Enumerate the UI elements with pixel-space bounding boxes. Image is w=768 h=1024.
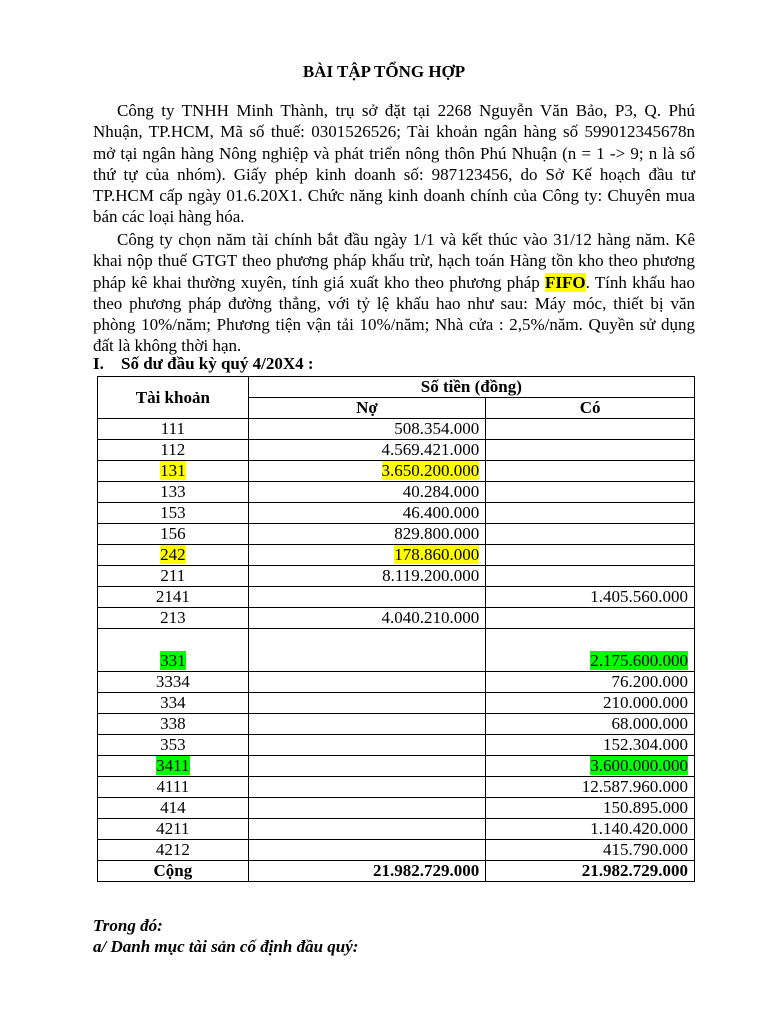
account-cell bbox=[98, 503, 249, 524]
debit-cell bbox=[248, 566, 486, 587]
account-cell bbox=[98, 440, 249, 461]
debit-cell bbox=[248, 714, 486, 735]
account-cell-value: 414 bbox=[160, 798, 186, 817]
credit-cell-value: 68.000.000 bbox=[611, 714, 688, 733]
credit-cell-value: 152.304.000 bbox=[603, 735, 688, 754]
debit-cell bbox=[248, 735, 486, 756]
debit-cell-value: 508.354.000 bbox=[394, 419, 480, 438]
document-title: BÀI TẬP TỔNG HỢP bbox=[302, 62, 466, 81]
debit-cell bbox=[248, 777, 486, 798]
debit-cell bbox=[248, 524, 486, 545]
credit-cell bbox=[486, 545, 695, 566]
credit-cell-value: 1.140.420.000 bbox=[590, 819, 688, 838]
account-cell-value: 4211 bbox=[156, 819, 190, 838]
debit-cell-value: 829.800.000 bbox=[394, 524, 480, 543]
account-cell bbox=[98, 629, 249, 672]
credit-cell bbox=[486, 756, 695, 777]
total-label: Cộng bbox=[98, 861, 249, 882]
header-amount: Số tiền (đồng) bbox=[248, 377, 694, 398]
account-cell-value: 156 bbox=[160, 524, 186, 543]
table-row bbox=[98, 629, 695, 672]
table-row bbox=[98, 672, 695, 693]
account-cell bbox=[98, 756, 249, 777]
account-cell-value: 213 bbox=[160, 608, 186, 627]
account-cell-value: 331 bbox=[160, 651, 186, 670]
account-cell bbox=[98, 819, 249, 840]
account-cell bbox=[98, 714, 249, 735]
debit-cell bbox=[248, 419, 486, 440]
credit-cell-value: 2.175.600.000 bbox=[590, 651, 688, 670]
fifo-highlight: FIFO bbox=[545, 272, 586, 292]
debit-cell-value: 4.040.210.000 bbox=[381, 608, 480, 627]
table-row bbox=[98, 503, 695, 524]
credit-cell bbox=[486, 461, 695, 482]
account-cell bbox=[98, 587, 249, 608]
debit-cell bbox=[248, 461, 486, 482]
credit-cell bbox=[486, 440, 695, 461]
debit-cell bbox=[248, 756, 486, 777]
debit-cell bbox=[248, 629, 486, 672]
account-cell-value: 338 bbox=[160, 714, 186, 733]
table-row bbox=[98, 798, 695, 819]
account-cell bbox=[98, 735, 249, 756]
credit-cell bbox=[486, 482, 695, 503]
table-row bbox=[98, 440, 695, 461]
account-cell-value: 3411 bbox=[156, 756, 190, 775]
account-cell bbox=[98, 545, 249, 566]
account-cell bbox=[98, 693, 249, 714]
debit-cell bbox=[248, 840, 486, 861]
header-account: Tài khoản bbox=[98, 377, 249, 419]
debit-cell bbox=[248, 672, 486, 693]
credit-cell bbox=[486, 714, 695, 735]
debit-cell bbox=[248, 503, 486, 524]
account-cell-value: 112 bbox=[160, 440, 186, 459]
debit-cell bbox=[248, 693, 486, 714]
company-info-paragraph: Công ty TNHH Minh Thành, trụ sở đặt tại 2268 Nguyễn Văn Bảo, P3, Q. Phú Nhuận, TP.HCM, Mã số thuế: 0301526526; Tài khoản ngân hàng số 599012345678n mở tại ngân hàng Nông nghiệp và phát triển nông thôn Phú Nhuận (n = 1 -> 9; n là số thứ tự của nhóm). Giấy phép kinh doanh số: 987123456, do Sở Kế hoạch đầu tư TP.HCM cấp ngày 01.6.20X1. Chức năng kinh doanh chính của Công ty: Chuyên mua bán các loại hàng hóa. bbox=[93, 101, 695, 227]
credit-cell bbox=[486, 524, 695, 545]
table-row bbox=[98, 461, 695, 482]
account-cell-value: 353 bbox=[160, 735, 186, 754]
debit-cell bbox=[248, 798, 486, 819]
table-row bbox=[98, 566, 695, 587]
table-row bbox=[98, 524, 695, 545]
table-row bbox=[98, 482, 695, 503]
footer-subheading: a/ Danh mục tài sản cố định đầu quý: bbox=[93, 937, 359, 956]
table-row bbox=[98, 756, 695, 777]
section-number: I. bbox=[93, 354, 104, 373]
credit-cell bbox=[486, 419, 695, 440]
credit-cell bbox=[486, 566, 695, 587]
credit-cell-value: 12.587.960.000 bbox=[581, 777, 688, 796]
account-cell-value: 133 bbox=[160, 482, 186, 501]
credit-cell bbox=[486, 587, 695, 608]
total-row bbox=[98, 861, 695, 882]
account-cell-value: 3334 bbox=[155, 672, 190, 691]
debit-cell bbox=[248, 819, 486, 840]
credit-cell bbox=[486, 672, 695, 693]
account-cell-value: 111 bbox=[160, 419, 185, 438]
table-row bbox=[98, 735, 695, 756]
section-label: Số dư đầu kỳ quý 4/20X4 : bbox=[121, 354, 314, 373]
credit-cell-value: 1.405.560.000 bbox=[590, 587, 688, 606]
total-credit: 21.982.729.000 bbox=[486, 861, 695, 882]
credit-cell bbox=[486, 798, 695, 819]
account-cell-value: 242 bbox=[160, 545, 186, 564]
table-row bbox=[98, 587, 695, 608]
debit-cell-value: 4.569.421.000 bbox=[381, 440, 480, 459]
table-row bbox=[98, 545, 695, 566]
debit-cell bbox=[248, 608, 486, 629]
credit-cell bbox=[486, 840, 695, 861]
account-cell-value: 153 bbox=[160, 503, 186, 522]
debit-cell-value: 3.650.200.000 bbox=[381, 461, 480, 480]
account-cell bbox=[98, 777, 249, 798]
account-cell bbox=[98, 608, 249, 629]
account-cell bbox=[98, 566, 249, 587]
header-debit: Nợ bbox=[248, 398, 486, 419]
account-cell-value: 2141 bbox=[155, 587, 190, 606]
credit-cell-value: 415.790.000 bbox=[603, 840, 688, 859]
credit-cell bbox=[486, 503, 695, 524]
account-cell bbox=[98, 840, 249, 861]
account-cell bbox=[98, 798, 249, 819]
footer-note: Trong đó: bbox=[93, 916, 163, 935]
table-body bbox=[98, 419, 695, 861]
debit-cell-value: 178.860.000 bbox=[394, 545, 480, 564]
debit-cell bbox=[248, 482, 486, 503]
policy-text-after: . Tính khấu hao theo phương pháp đường thẳng, với tỷ lệ khấu hao như sau: Máy móc, thiết bị văn phòng 10%/năm; Phương tiện vận tải 10%/năm; Nhà cửa : 2,5%/năm. Quyền sử dụng đất là không thời hạn. bbox=[93, 272, 695, 356]
account-cell-value: 4212 bbox=[155, 840, 190, 859]
debit-cell-value: 8.119.200.000 bbox=[382, 566, 480, 585]
debit-cell-value: 46.400.000 bbox=[402, 503, 480, 522]
accounting-policy-paragraph bbox=[93, 229, 695, 357]
table-row bbox=[98, 819, 695, 840]
header-credit: Có bbox=[486, 398, 695, 419]
table-row bbox=[98, 777, 695, 798]
account-cell-value: 131 bbox=[160, 461, 186, 480]
table-row bbox=[98, 840, 695, 861]
debit-cell bbox=[248, 545, 486, 566]
account-cell bbox=[98, 419, 249, 440]
debit-cell bbox=[248, 440, 486, 461]
account-cell-value: 334 bbox=[160, 693, 186, 712]
credit-cell-value: 210.000.000 bbox=[603, 693, 688, 712]
total-debit: 21.982.729.000 bbox=[248, 861, 486, 882]
account-cell bbox=[98, 482, 249, 503]
table-row bbox=[98, 714, 695, 735]
opening-balance-table bbox=[97, 376, 695, 882]
table-row bbox=[98, 419, 695, 440]
credit-cell-value: 150.895.000 bbox=[603, 798, 688, 817]
credit-cell bbox=[486, 735, 695, 756]
debit-cell-value: 40.284.000 bbox=[402, 482, 480, 501]
credit-cell bbox=[486, 608, 695, 629]
section-heading bbox=[93, 354, 314, 374]
credit-cell bbox=[486, 777, 695, 798]
account-cell-value: 211 bbox=[160, 566, 186, 585]
table-row bbox=[98, 608, 695, 629]
credit-cell bbox=[486, 819, 695, 840]
account-cell bbox=[98, 672, 249, 693]
credit-cell-value: 3.600.000.000 bbox=[590, 756, 688, 775]
account-cell bbox=[98, 461, 249, 482]
credit-cell bbox=[486, 629, 695, 672]
table-row bbox=[98, 693, 695, 714]
account-cell-value: 4111 bbox=[156, 777, 190, 796]
policy-text-before: Công ty chọn năm tài chính bắt đầu ngày 1/1 và kết thúc vào 31/12 hàng năm. Kê khai nộp thuế GTGT theo phương pháp khấu trừ, hạch toán Hàng tồn kho theo phương pháp kê khai thường xuyên, tính giá xuất kho theo phương pháp bbox=[93, 230, 695, 292]
debit-cell bbox=[248, 587, 486, 608]
credit-cell bbox=[486, 693, 695, 714]
account-cell bbox=[98, 524, 249, 545]
credit-cell-value: 76.200.000 bbox=[611, 672, 688, 691]
